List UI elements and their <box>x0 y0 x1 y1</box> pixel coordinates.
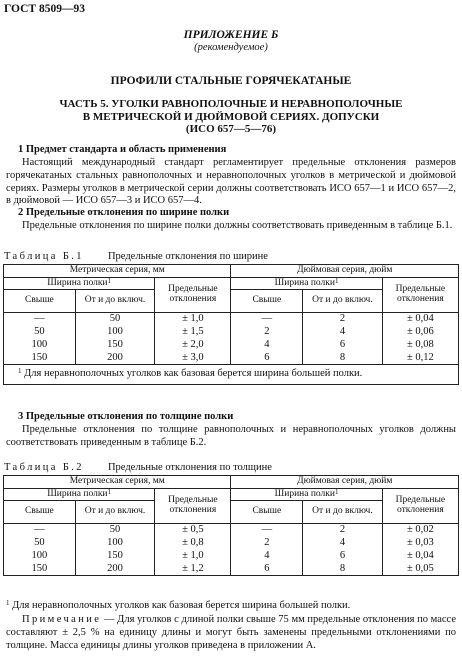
section-2-heading: 2 Предельные отклонения по ширине полки <box>18 207 230 218</box>
table-1-footnote-text: Для неравнополочных уголков как базовая берется ширина большей полки. <box>24 368 363 380</box>
width-label: Ширина полки <box>47 488 108 499</box>
table-1-footnote <box>4 365 459 385</box>
table-cell: 150 <box>4 563 76 576</box>
table-cell: 100 <box>4 550 76 563</box>
table-row <box>4 563 459 576</box>
table-cell: ± 0,03 <box>382 537 458 550</box>
table-row <box>4 339 459 352</box>
table-cell: 150 <box>4 352 76 365</box>
table-cell: 200 <box>75 352 154 365</box>
part-title-line-3: (ИСО 657—5—76) <box>185 123 277 136</box>
main-title: ПРОФИЛИ СТАЛЬНЫЕ ГОРЯЧЕКАТАНЫЕ <box>110 75 352 87</box>
table-1-caption <box>4 251 268 264</box>
footnote-mark: 1 <box>334 487 339 496</box>
table-cell: 2 <box>231 537 303 550</box>
document-code: ГОСТ 8509—93 <box>4 3 85 15</box>
table-cell: 4 <box>231 339 303 352</box>
table-cell: ± 2,0 <box>155 339 231 352</box>
table-cell: 4 <box>303 537 382 550</box>
table-cell: 6 <box>303 550 382 563</box>
table-cell: — <box>4 313 76 326</box>
table-cell: 6 <box>303 339 382 352</box>
table-1-title: Предельные отклонения по ширине <box>107 251 268 262</box>
width-label: Ширина полки <box>47 277 108 288</box>
width-label: Ширина полки <box>274 277 335 288</box>
table-1-metric-dev-header: Предельные отклонения <box>155 277 231 313</box>
note-label: Примечание <box>22 614 102 625</box>
table-1-label: Таблица Б.1 <box>4 251 84 262</box>
table-cell: 150 <box>75 339 154 352</box>
table-cell: 6 <box>231 352 303 365</box>
table-cell: ± 0,04 <box>382 313 458 326</box>
table-cell: ± 1,2 <box>155 563 231 576</box>
table-cell: ± 0,02 <box>382 524 458 537</box>
table-cell: 4 <box>303 326 382 339</box>
table-cell: ± 0,06 <box>382 326 458 339</box>
table-1-inch-width-header <box>231 277 382 290</box>
table-cell: 200 <box>75 563 154 576</box>
table-2-metric-upto-header: От и до включ. <box>75 501 154 524</box>
table-row <box>4 524 459 537</box>
section-1-heading: 1 Предмет стандарта и область применения <box>18 144 227 155</box>
table-cell: 50 <box>4 537 76 550</box>
table-1-inch-upto-header: От и до включ. <box>303 290 382 313</box>
section-3-heading: 3 Предельные отклонения по толщине полки <box>18 411 234 422</box>
table-2-caption <box>4 462 272 475</box>
table-cell: ± 0,05 <box>382 563 458 576</box>
table-2-metric-width-header <box>4 488 155 501</box>
table-cell: 50 <box>75 524 154 537</box>
table-2-inch-upto-header: От и до включ. <box>303 501 382 524</box>
table-cell: 100 <box>75 537 154 550</box>
table-cell: — <box>4 524 76 537</box>
table-1-metric-width-header <box>4 277 155 290</box>
table-2-inch-over-header: Свыше <box>231 501 303 524</box>
table-cell: 2 <box>303 313 382 326</box>
table-1-metric-over-header: Свыше <box>4 290 76 313</box>
footnote-mark: 1 <box>18 367 22 376</box>
table-cell: ± 1,0 <box>155 313 231 326</box>
section-2-text <box>6 220 456 233</box>
table-cell: 6 <box>231 563 303 576</box>
table-cell: 4 <box>231 550 303 563</box>
table-row <box>4 550 459 563</box>
table-cell: — <box>231 524 303 537</box>
table-2-metric-header: Метрическая серия, мм <box>4 476 231 489</box>
table-2-inch-header: Дюймовая серия, дюйм <box>231 476 459 489</box>
table-cell: 2 <box>303 524 382 537</box>
table-cell: ± 0,12 <box>382 352 458 365</box>
table-cell: 50 <box>4 326 76 339</box>
table-cell: 150 <box>75 550 154 563</box>
table-1-inch-dev-header: Предельные отклонения <box>382 277 458 313</box>
note <box>6 614 456 652</box>
table-2-inch-dev-header: Предельные отклонения <box>382 488 458 524</box>
table-1-inch-over-header: Свыше <box>231 290 303 313</box>
table-cell: 50 <box>75 313 154 326</box>
table-2-label: Таблица Б.2 <box>4 462 84 473</box>
section-1-text <box>6 157 456 208</box>
table-cell: 2 <box>231 326 303 339</box>
table-2-metric-dev-header: Предельные отклонения <box>155 488 231 524</box>
table-1-inch-header: Дюймовая серия, дюйм <box>231 265 459 278</box>
table-row <box>4 326 459 339</box>
table-cell: ± 0,8 <box>155 537 231 550</box>
footnote-2 <box>6 600 456 613</box>
appendix-title: ПРИЛОЖЕНИЕ Б <box>183 29 279 41</box>
table-cell: ± 0,04 <box>382 550 458 563</box>
table-row <box>4 537 459 550</box>
appendix-subtitle: (рекомендуемое) <box>194 42 268 53</box>
table-cell: ± 0,08 <box>382 339 458 352</box>
part-title-line-1: ЧАСТЬ 5. УГОЛКИ РАВНОПОЛОЧНЫЕ И НЕРАВНОПОЛОЧНЫЕ <box>59 98 403 110</box>
table-cell: ± 3,0 <box>155 352 231 365</box>
footnote-mark: 1 <box>107 276 112 285</box>
note-text: — Для уголков с длиной полки свыше 75 мм предельные отклонения по массе составляют ± 2,5 % на единицу длины и могут быть заменены предельными отклонениями по толщине. Масса единицы длины уголков приведена в приложении А. <box>6 614 457 651</box>
table-2-metric-over-header: Свыше <box>4 501 76 524</box>
footnote-mark: 1 <box>107 487 112 496</box>
table-2-inch-width-header <box>231 488 382 501</box>
section-3-body: Предельные отклонения по толщине равнополочных и неравнополочных уголков должны соответствовать приведенным в таблице Б.2. <box>6 424 456 448</box>
footnote-mark: 1 <box>334 276 339 285</box>
table-1-metric-header: Метрическая серия, мм <box>4 265 231 278</box>
part-title <box>20 98 442 136</box>
footnote-mark: 1 <box>6 599 10 607</box>
table-cell: 100 <box>75 326 154 339</box>
table-cell: ± 1,0 <box>155 550 231 563</box>
table-cell: 100 <box>4 339 76 352</box>
table-cell: 8 <box>303 563 382 576</box>
table-cell: — <box>231 313 303 326</box>
table-2-title: Предельные отклонения по толщине <box>107 462 272 473</box>
table-row <box>4 352 459 365</box>
table-2 <box>3 475 459 576</box>
table-cell: 8 <box>303 352 382 365</box>
table-1-metric-upto-header: От и до включ. <box>75 290 154 313</box>
table-cell: ± 1,5 <box>155 326 231 339</box>
table-1 <box>3 264 459 385</box>
footnote-2-text: Для неравнополочных уголков как базовая берется ширина большей полки. <box>12 600 351 611</box>
part-title-line-2: В МЕТРИЧЕСКОЙ И ДЮЙМОВОЙ СЕРИЯХ. ДОПУСКИ <box>82 110 380 123</box>
table-row <box>4 313 459 326</box>
section-1-body: Настоящий международный стандарт регламентирует предельные отклонения размеров горячекатаных стальных равнополочных и неравнополочных уголков в метрической и дюймовой сериях. Размеры уголков в метрической серии должны соответствовать ИСО 657—1 и ИСО 657—2, в дюймовой — ИСО 657—3 и ИСО 657—4. <box>6 157 456 207</box>
table-cell: ± 0,5 <box>155 524 231 537</box>
section-2-body: Предельные отклонения по ширине полки должны соответствовать приведенным в таблице Б.1. <box>22 220 453 231</box>
width-label: Ширина полки <box>274 488 335 499</box>
section-3-text <box>6 424 456 450</box>
